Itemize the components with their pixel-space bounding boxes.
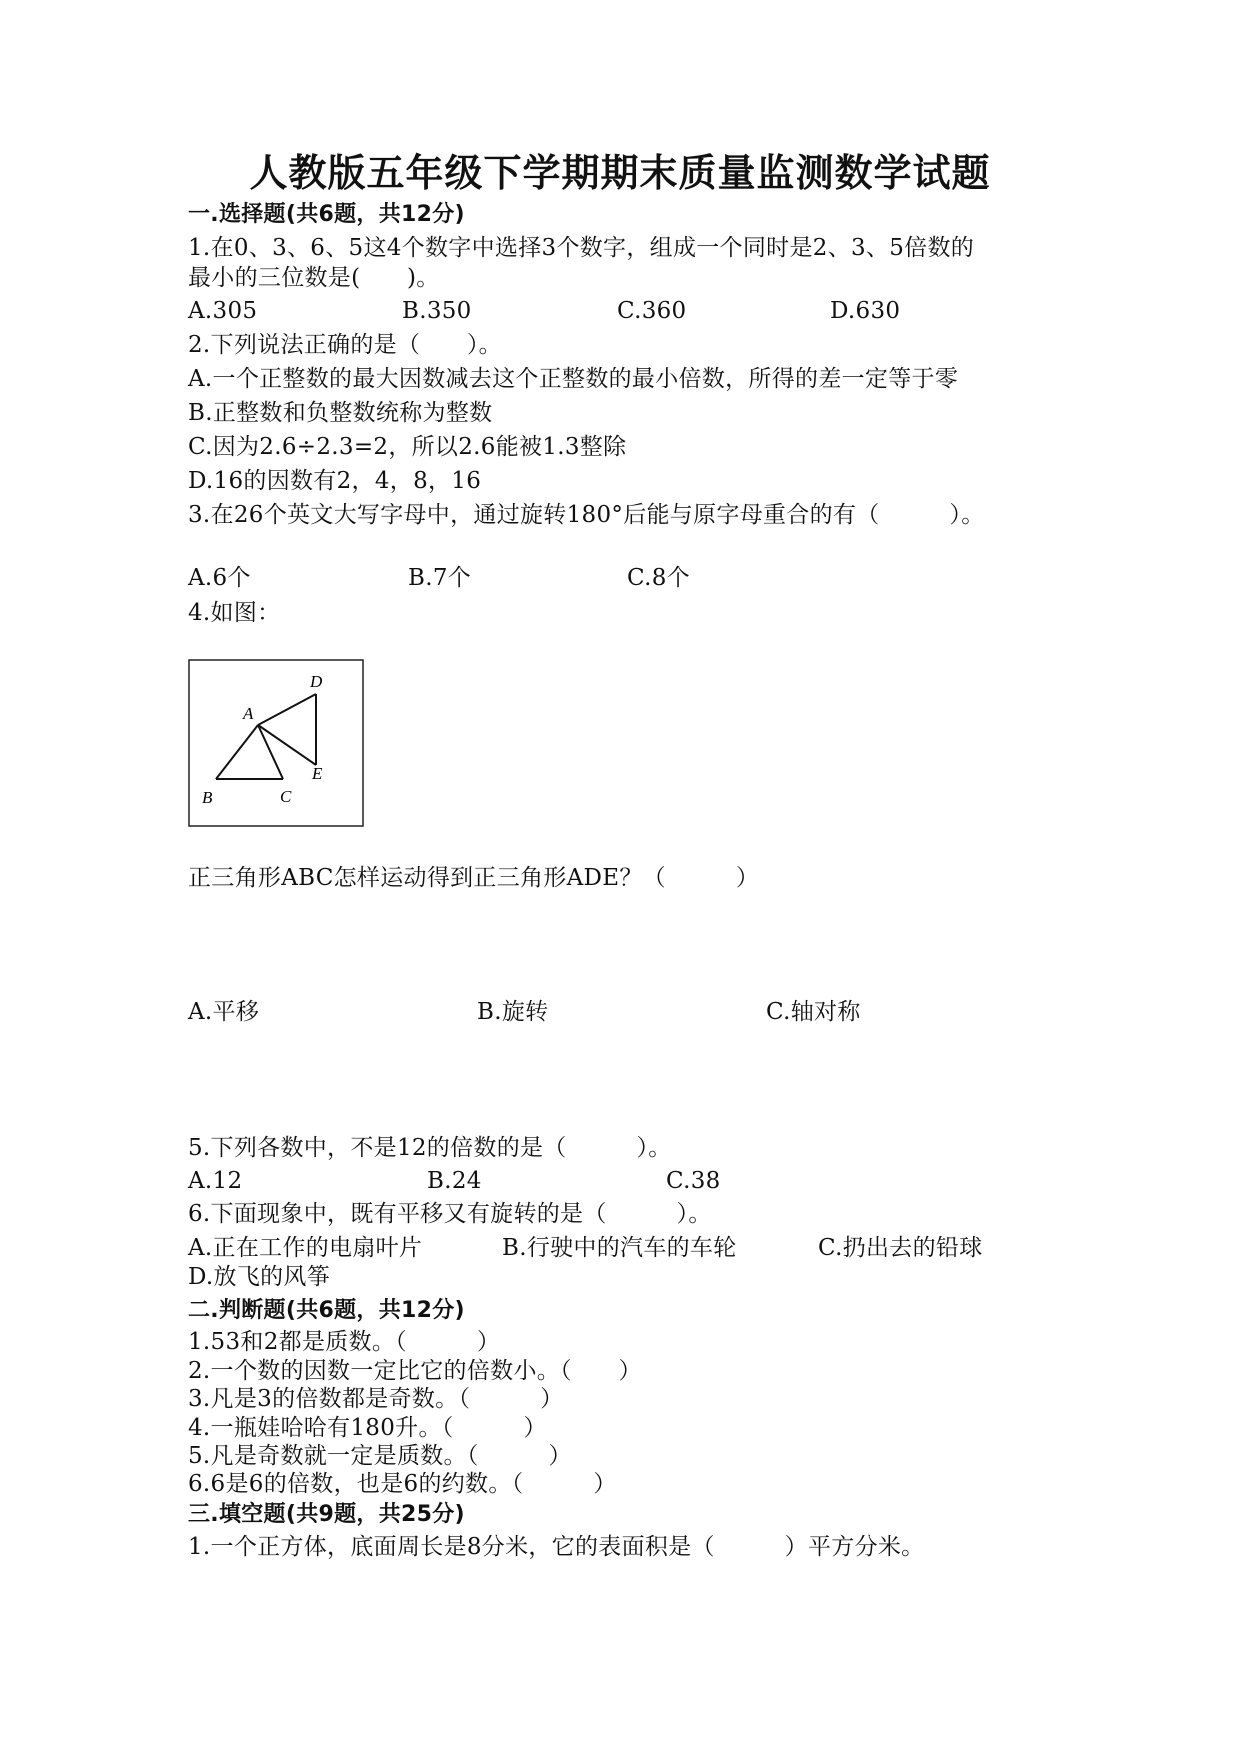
label-a: A xyxy=(243,704,254,723)
choice-q3-option-c: C.8个 xyxy=(627,565,690,591)
choice-q2-option-b: B.正整数和负整数统称为整数 xyxy=(188,400,493,426)
judge-q4: 4.一瓶娃哈哈有180升。（ ） xyxy=(188,1415,547,1441)
label-e: E xyxy=(312,764,323,783)
choice-q4-option-c: C.轴对称 xyxy=(766,999,861,1025)
choice-q5-option-a: A.12 xyxy=(188,1168,243,1194)
choice-q1-line1: 1.在0、3、6、5这4个数字中选择3个数字，组成一个同时是2、3、5倍数的 xyxy=(188,235,975,261)
label-b: B xyxy=(202,788,213,807)
judge-q6: 6.6是6的倍数，也是6的约数。（ ） xyxy=(188,1471,617,1497)
choice-q6-option-b: B.行驶中的汽车的车轮 xyxy=(502,1235,737,1261)
choice-q1-option-b: B.350 xyxy=(402,298,472,324)
choice-q6-option-d: D.放飞的风筝 xyxy=(188,1264,331,1290)
triangle-figure xyxy=(188,659,364,827)
choice-q1-option-c: C.360 xyxy=(617,298,687,324)
choice-q3-option-a: A.6个 xyxy=(188,565,251,591)
choice-q5-option-c: C.38 xyxy=(666,1168,721,1194)
judge-q3: 3.凡是3的倍数都是奇数。（ ） xyxy=(188,1386,564,1412)
choice-q3-option-b: B.7个 xyxy=(408,565,472,591)
choice-q2: 2.下列说法正确的是（ ）。 xyxy=(188,332,502,358)
choice-q4: 4.如图： xyxy=(188,600,281,626)
label-c: C xyxy=(280,787,292,806)
section-choice-heading: 一.选择题(共6题，共12分) xyxy=(188,202,465,227)
choice-q2-option-a: A.一个正整数的最大因数减去这个正整数的最小倍数，所得的差一定等于零 xyxy=(188,366,959,392)
choice-q5: 5.下列各数中，不是12的倍数的是（ ）。 xyxy=(188,1135,672,1161)
judge-q1: 1.53和2都是质数。（ ） xyxy=(188,1329,501,1355)
choice-q6: 6.下面现象中，既有平移又有旋转的是（ ）。 xyxy=(188,1201,712,1227)
figure-frame xyxy=(189,660,363,826)
choice-q4-option-a: A.平移 xyxy=(188,999,260,1025)
choice-q4-question: 正三角形ABC怎样运动得到正三角形ADE？（ ） xyxy=(188,865,760,891)
label-d: D xyxy=(310,672,323,691)
choice-q2-option-d: D.16的因数有2，4，8，16 xyxy=(188,468,482,494)
page-title: 人教版五年级下学期期末质量监测数学试题 xyxy=(249,150,991,195)
section-judge-heading: 二.判断题(共6题，共12分) xyxy=(188,1298,465,1323)
choice-q3: 3.在26个英文大写字母中，通过旋转180°后能与原字母重合的有（ ）。 xyxy=(188,502,985,528)
choice-q1-option-a: A.305 xyxy=(188,298,258,324)
choice-q5-option-b: B.24 xyxy=(427,1168,482,1194)
choice-q1-line2: 最小的三位数是( )。 xyxy=(188,265,440,291)
choice-q6-option-c: C.扔出去的铅球 xyxy=(818,1235,983,1261)
judge-q2: 2.一个数的因数一定比它的倍数小。（ ） xyxy=(188,1358,642,1384)
fill-q1: 1.一个正方体，底面周长是8分米，它的表面积是（ ）平方分米。 xyxy=(188,1534,925,1560)
choice-q6-option-a: A.正在工作的电扇叶片 xyxy=(188,1235,423,1261)
choice-q4-option-b: B.旋转 xyxy=(477,999,549,1025)
judge-q5: 5.凡是奇数就一定是质数。（ ） xyxy=(188,1443,572,1469)
choice-q1-option-d: D.630 xyxy=(830,298,901,324)
choice-q2-option-c: C.因为2.6÷2.3=2，所以2.6能被1.3整除 xyxy=(188,434,627,460)
section-fill-heading: 三.填空题(共9题，共25分) xyxy=(188,1502,465,1527)
